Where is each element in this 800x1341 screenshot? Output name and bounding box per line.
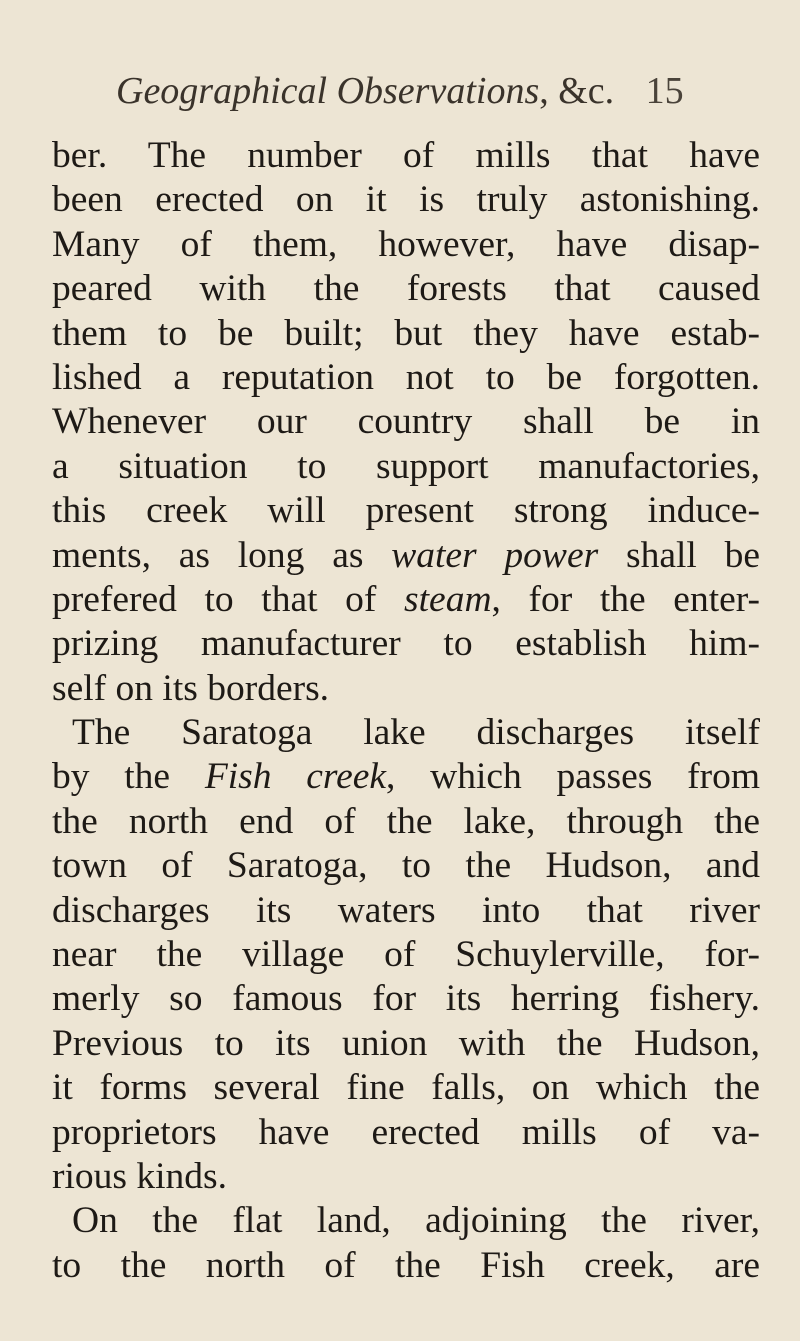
text-run: ments, as long as	[52, 534, 392, 576]
text-run: the north end of the lake, through the	[52, 800, 760, 842]
text-line	[52, 1111, 760, 1155]
text-run: proprietors have erected mills of va-	[52, 1111, 760, 1153]
text-line	[52, 267, 760, 311]
text-run: , for the enter-	[491, 578, 760, 620]
text-line	[52, 889, 760, 933]
text-run: Many of them, however, have disap-	[52, 223, 760, 265]
text-line	[52, 977, 760, 1021]
text-run: On the flat land, adjoining the river,	[72, 1200, 760, 1242]
text-run: ber. The number of mills that have	[52, 135, 760, 176]
text-run: self on its borders.	[52, 667, 330, 709]
text-run: near the village of Schuylerville, for-	[52, 934, 760, 976]
text-line	[52, 1244, 760, 1288]
text-line	[52, 445, 760, 489]
text-line	[52, 711, 760, 755]
running-head-etc: &c.	[558, 70, 615, 112]
text-line	[52, 489, 760, 533]
page-number: 15	[645, 70, 684, 112]
text-line	[52, 667, 760, 711]
text-run: by the	[52, 756, 205, 798]
text-run: prizing manufacturer to establish him-	[52, 623, 760, 665]
text-run: merly so famous for its herring fishery.	[52, 978, 760, 1020]
text-line	[52, 622, 760, 666]
running-head	[116, 72, 760, 130]
text-line	[52, 1199, 760, 1243]
body-text	[52, 134, 760, 1288]
text-run: Whenever our country shall be in	[52, 401, 760, 443]
text-run: it forms several fine falls, on which the	[52, 1067, 760, 1109]
text-line	[52, 400, 760, 444]
italic-text: water power	[391, 534, 599, 576]
text-run: prefered to that of	[52, 578, 405, 620]
text-line	[52, 755, 760, 799]
text-run: a situation to support manufactories,	[52, 445, 760, 487]
text-run: , which passes from	[386, 756, 760, 798]
text-run: town of Saratoga, to the Hudson, and	[52, 845, 760, 887]
text-line	[52, 844, 760, 888]
text-line	[52, 933, 760, 977]
text-run: to the north of the Fish creek, are	[52, 1244, 760, 1286]
text-run: shall be	[598, 534, 760, 576]
text-run: rious kinds.	[52, 1155, 228, 1197]
text-run: Previous to its union with the Hudson,	[52, 1022, 760, 1064]
text-run: them to be built; but they have estab-	[52, 312, 760, 354]
text-line	[52, 356, 760, 400]
text-line	[52, 134, 760, 178]
text-run: been erected on it is truly astonishing.	[52, 179, 760, 221]
running-head-title: Geographical Observations	[116, 70, 540, 112]
text-run: The Saratoga lake discharges itself	[72, 712, 760, 754]
running-head-separator: ,	[539, 70, 559, 112]
text-line	[52, 800, 760, 844]
text-line	[52, 534, 760, 578]
italic-text: steam	[404, 578, 492, 620]
text-line	[52, 178, 760, 222]
text-run: lished a reputation not to be forgotten.	[52, 356, 760, 398]
text-line	[52, 578, 760, 622]
text-line	[52, 1066, 760, 1110]
italic-text: Fish creek	[204, 756, 387, 798]
text-line	[52, 223, 760, 267]
text-run: peared with the forests that caused	[52, 268, 760, 310]
text-line	[52, 312, 760, 356]
text-run: this creek will present strong induce-	[52, 490, 760, 532]
text-line	[52, 1155, 760, 1199]
text-line	[52, 1022, 760, 1066]
text-run: discharges its waters into that river	[52, 889, 760, 931]
